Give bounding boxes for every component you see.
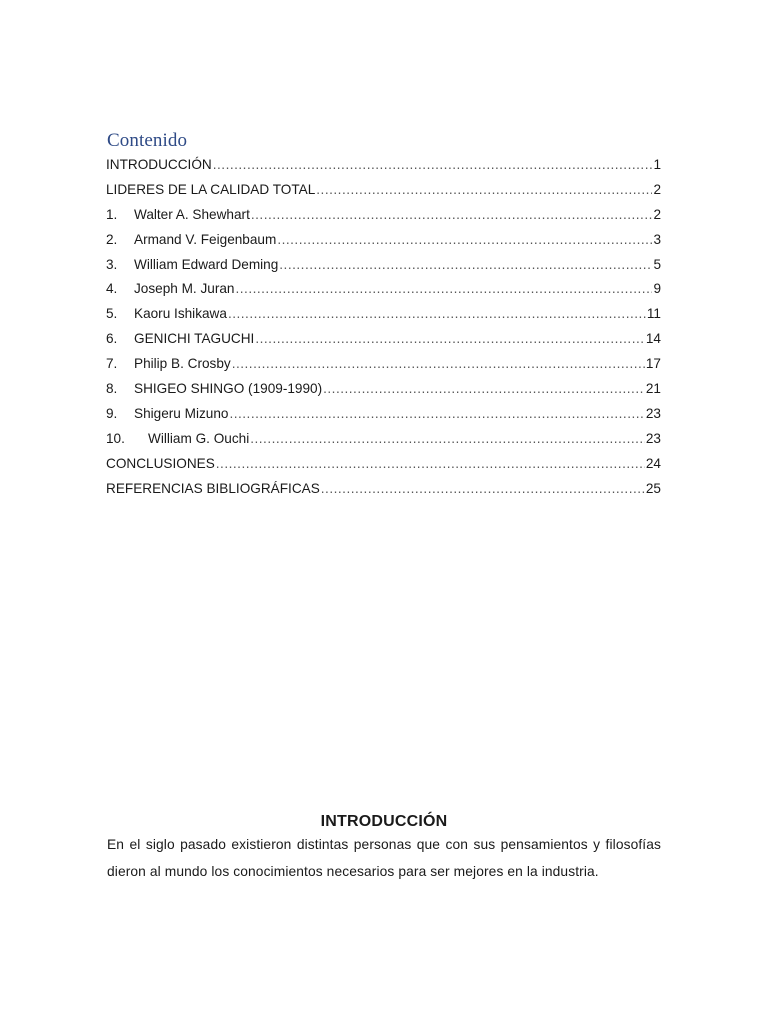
toc-entry-page: 2 <box>653 181 661 197</box>
toc-entry-label: Kaoru Ishikawa <box>134 306 227 322</box>
toc-entry-page: 3 <box>653 231 661 247</box>
toc-dot-leader <box>255 327 645 352</box>
toc-dot-leader <box>323 377 645 402</box>
toc-entry-page: 5 <box>653 256 661 272</box>
toc-entry-number: 5. <box>106 306 118 322</box>
toc-dot-leader <box>279 253 652 278</box>
toc-dot-leader <box>216 452 645 477</box>
toc-entry-label: REFERENCIAS BIBLIOGRÁFICAS <box>106 480 320 496</box>
toc-entry-number: 9. <box>106 405 118 421</box>
toc-entry-page: 24 <box>645 455 661 471</box>
toc-entry-label: William Edward Deming <box>134 256 279 272</box>
section-title: INTRODUCCIÓN <box>320 813 448 830</box>
toc-entry-label: Armand V. Feigenbaum <box>134 231 277 247</box>
toc-heading: Contenido <box>107 130 188 151</box>
toc-entry-label: INTRODUCCIÓN <box>106 157 212 172</box>
toc-dot-leader <box>229 402 644 427</box>
toc-entry[interactable] <box>106 327 661 352</box>
toc-entry[interactable] <box>106 153 661 178</box>
toc-entry-number: 10. <box>106 430 125 446</box>
toc-dot-leader <box>277 228 652 253</box>
toc-entry-label: Walter A. Shewhart <box>134 206 250 222</box>
toc-entry-page: 9 <box>653 281 661 297</box>
toc-entry-label: Joseph M. Juran <box>134 281 235 297</box>
toc-entry[interactable] <box>106 302 661 327</box>
toc-entry-page: 25 <box>645 480 661 496</box>
table-of-contents <box>106 153 661 501</box>
toc-entry[interactable] <box>106 277 661 302</box>
toc-entry-page: 17 <box>645 356 661 372</box>
toc-entry-label: GENICHI TAGUCHI <box>134 331 255 347</box>
toc-dot-leader <box>228 302 646 327</box>
toc-dot-leader <box>316 178 652 203</box>
toc-entry[interactable] <box>106 402 661 427</box>
toc-entry[interactable] <box>106 178 661 203</box>
toc-dot-leader <box>213 153 653 178</box>
toc-entry-page: 23 <box>645 430 661 446</box>
toc-entry[interactable] <box>106 477 661 502</box>
toc-dot-leader <box>236 277 653 302</box>
toc-entry[interactable] <box>106 203 661 228</box>
toc-entry[interactable] <box>106 228 661 253</box>
toc-entry-label: William G. Ouchi <box>148 430 250 446</box>
toc-entry-label: LIDERES DE LA CALIDAD TOTAL <box>106 181 316 197</box>
toc-entry-page: 11 <box>646 306 661 322</box>
toc-entry-page: 2 <box>653 206 661 222</box>
toc-entry-label: SHIGEO SHINGO (1909-1990) <box>134 381 323 397</box>
toc-entry[interactable] <box>106 352 661 377</box>
toc-entry[interactable] <box>106 452 661 477</box>
toc-entry-number: 3. <box>106 256 118 272</box>
toc-dot-leader <box>251 203 653 228</box>
toc-dot-leader <box>321 477 645 502</box>
toc-entry-label: Philip B. Crosby <box>134 356 231 372</box>
toc-dot-leader <box>232 352 645 377</box>
intro-paragraph: En el siglo pasado existieron distintas personas que con sus pensamientos y filosofías dieron al mundo los conocimientos necesarios para ser mejores en la industria. <box>107 837 661 879</box>
toc-dot-leader <box>250 427 645 452</box>
toc-entry[interactable] <box>106 377 661 402</box>
toc-entry-number: 8. <box>106 381 118 397</box>
toc-entry-page: 14 <box>645 331 661 347</box>
toc-entry-number: 6. <box>106 331 118 347</box>
toc-entry-number: 2. <box>106 231 118 247</box>
toc-entry[interactable] <box>106 253 661 278</box>
toc-entry-number: 1. <box>106 206 118 222</box>
toc-entry-number: 7. <box>106 356 118 372</box>
toc-entry-page: 21 <box>645 381 661 397</box>
toc-entry-label: Shigeru Mizuno <box>134 405 229 421</box>
toc-entry[interactable] <box>106 427 661 452</box>
toc-entry-number: 4. <box>106 281 118 297</box>
toc-entry-page: 23 <box>645 405 661 421</box>
toc-entry-page: 1 <box>653 157 661 172</box>
toc-entry-label: CONCLUSIONES <box>106 455 215 471</box>
